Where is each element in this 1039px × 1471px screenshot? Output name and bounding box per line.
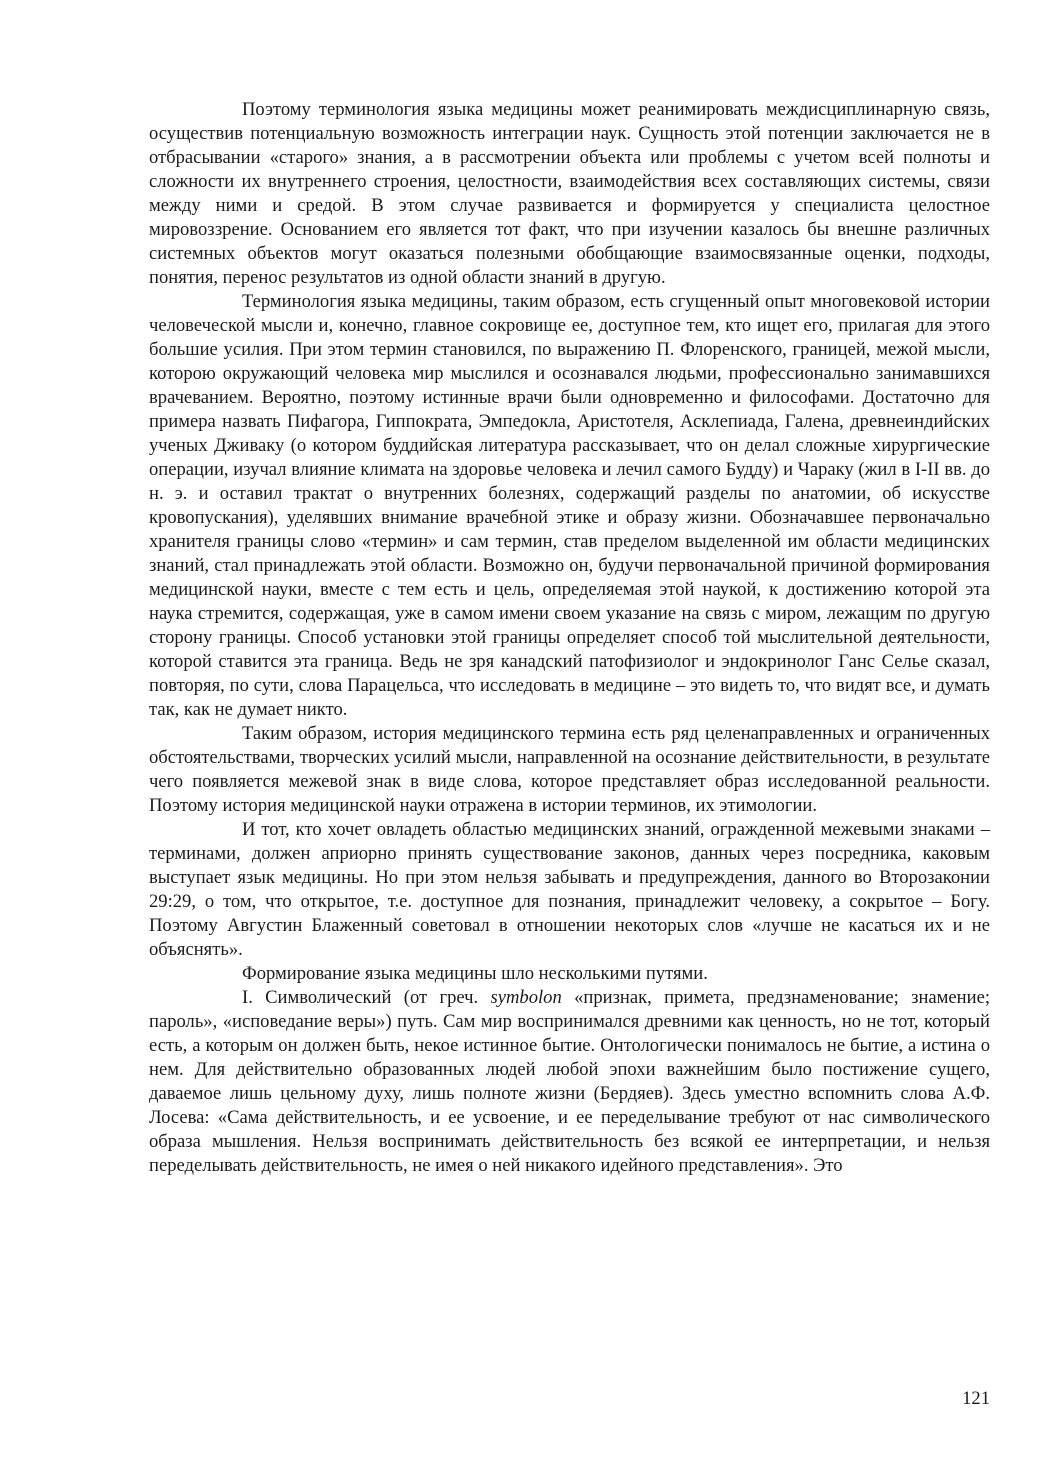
paragraph-2: Терминология языка медицины, таким образом, есть сгущенный опыт многовековой истории человеческой мысли и, конечно, главное сокровище ее, доступное тем, кто ищет его, прилагая для этого большие усилия. При этом термин становился, по выражению П. Флоренского, границей, межой мысли, которою окружающий человека мир мыслился и осознавался людьми, профессионально занимавшихся врачеванием. Вероятно, поэтому истинные врачи были одновременно и философами. Достаточно для примера назвать Пифагора, Гиппократа, Эмпедокла, Аристотеля, Асклепиада, Галена, древнеиндийских ученых Дживаку (о котором буддийская литература рассказывает, что он делал сложные хирургические операции, изучал влияние климата на здоровье человека и лечил самого Будду) и Чараку (жил в I-II вв. до н. э. и оставил трактат о внутренних болезнях, содержащий разделы по анатомии, об искусстве кровопускания), уделявших внимание врачебной этике и образу жизни. Обозначавшее первоначально хранителя границы слово «термин» и сам термин, став пределом выделенной им области медицинских знаний, стал принадлежать этой области. Возможно он, будучи первоначальной причиной формирования медицинской науки, вместе с тем есть и цель, определяемая этой наукой, к достижению которой эта наука стремится, содержащая, уже в самом имени своем указание на связь с миром, лежащим по другую сторону границы. Способ установки этой границы определяет способ той мыслительной деятельности, которой ставится эта граница. Ведь не зря канадский патофизиолог и эндокринолог Ганс Селье сказал, повторяя, по сути, слова Парацельса, что исследовать в медицине – это видеть то, что видят все, и думать так, как не думает никто. <box>149 291 990 720</box>
paragraph-5: Формирование языка медицины шло несколькими путями. <box>242 963 708 984</box>
page-number: 121 <box>962 1388 990 1409</box>
paragraph-6-rest: «признак, примета, предзнаменование; знамение; пароль», «исповедание веры») путь. Сам мир воспринимался древними как ценность, но не тот, который есть, а которым он должен быть, некое истинное бытие. Онтологически понималось не бытие, а истина о нем. Для действительно образованных людей любой эпохи важнейшим было постижение сущего, даваемое лишь цельному духу, лишь полноте жизни (Бердяев). Здесь уместно вспомнить слова А.Ф. Лосева: «Сама действительность, и ее усвоение, и ее переделывание требуют от нас символического образа мышления. Нельзя воспринимать действительность без всякой ее интерпретации, и нельзя переделывать действительность, не имея о ней никакого идейного представления». Это <box>149 987 990 1176</box>
paragraph-1: Поэтому терминология языка медицины может реанимировать междисциплинарную связь, осуществив потенциальную возможность интеграции наук. Сущность этой потенции заключается не в отбрасывании «старого» знания, а в рассмотрении объекта или проблемы с учетом всей полноты и сложности их внутреннего строения, целостности, взаимодействия всех составляющих системы, связи между ними и средой. В этом случае развивается и формируется у специалиста целостное мировоззрение. Основанием его является тот факт, что при изучении казалось бы внешне различных системных объектов могут оказаться полезными обобщающие взаимосвязанные оценки, подходы, понятия, перенос результатов из одной области знаний в другую. <box>149 99 990 288</box>
paragraph-4: И тот, кто хочет овладеть областью медицинских знаний, огражденной межевыми знаками – терминами, должен априорно принять существование законов, данных через посредника, каковым выступает язык медицины. Но при этом нельзя забывать и предупреждения, данного во Второзаконии 29:29, о том, что открытое, т.е. доступное для познания, принадлежит человеку, а сокрытое – Богу. Поэтому Августин Блаженный советовал в отношении некоторых слов «лучше не касаться их и не объяснять». <box>149 819 990 960</box>
paragraph-3: Таким образом, история медицинского термина есть ряд целенаправленных и ограниченных обстоятельствами, творческих усилий мысли, направленной на осознание действительности, в результате чего появляется межевой знак в виде слова, которое представляет образ исследованной реальности. Поэтому история медицинской науки отражена в истории терминов, их этимологии. <box>149 723 990 816</box>
paragraph-6 <box>149 986 990 1178</box>
paragraph-6-start: I. Символический (от греч. <box>242 987 491 1008</box>
page-body <box>149 98 990 1178</box>
greek-term: symbolon <box>490 987 562 1008</box>
